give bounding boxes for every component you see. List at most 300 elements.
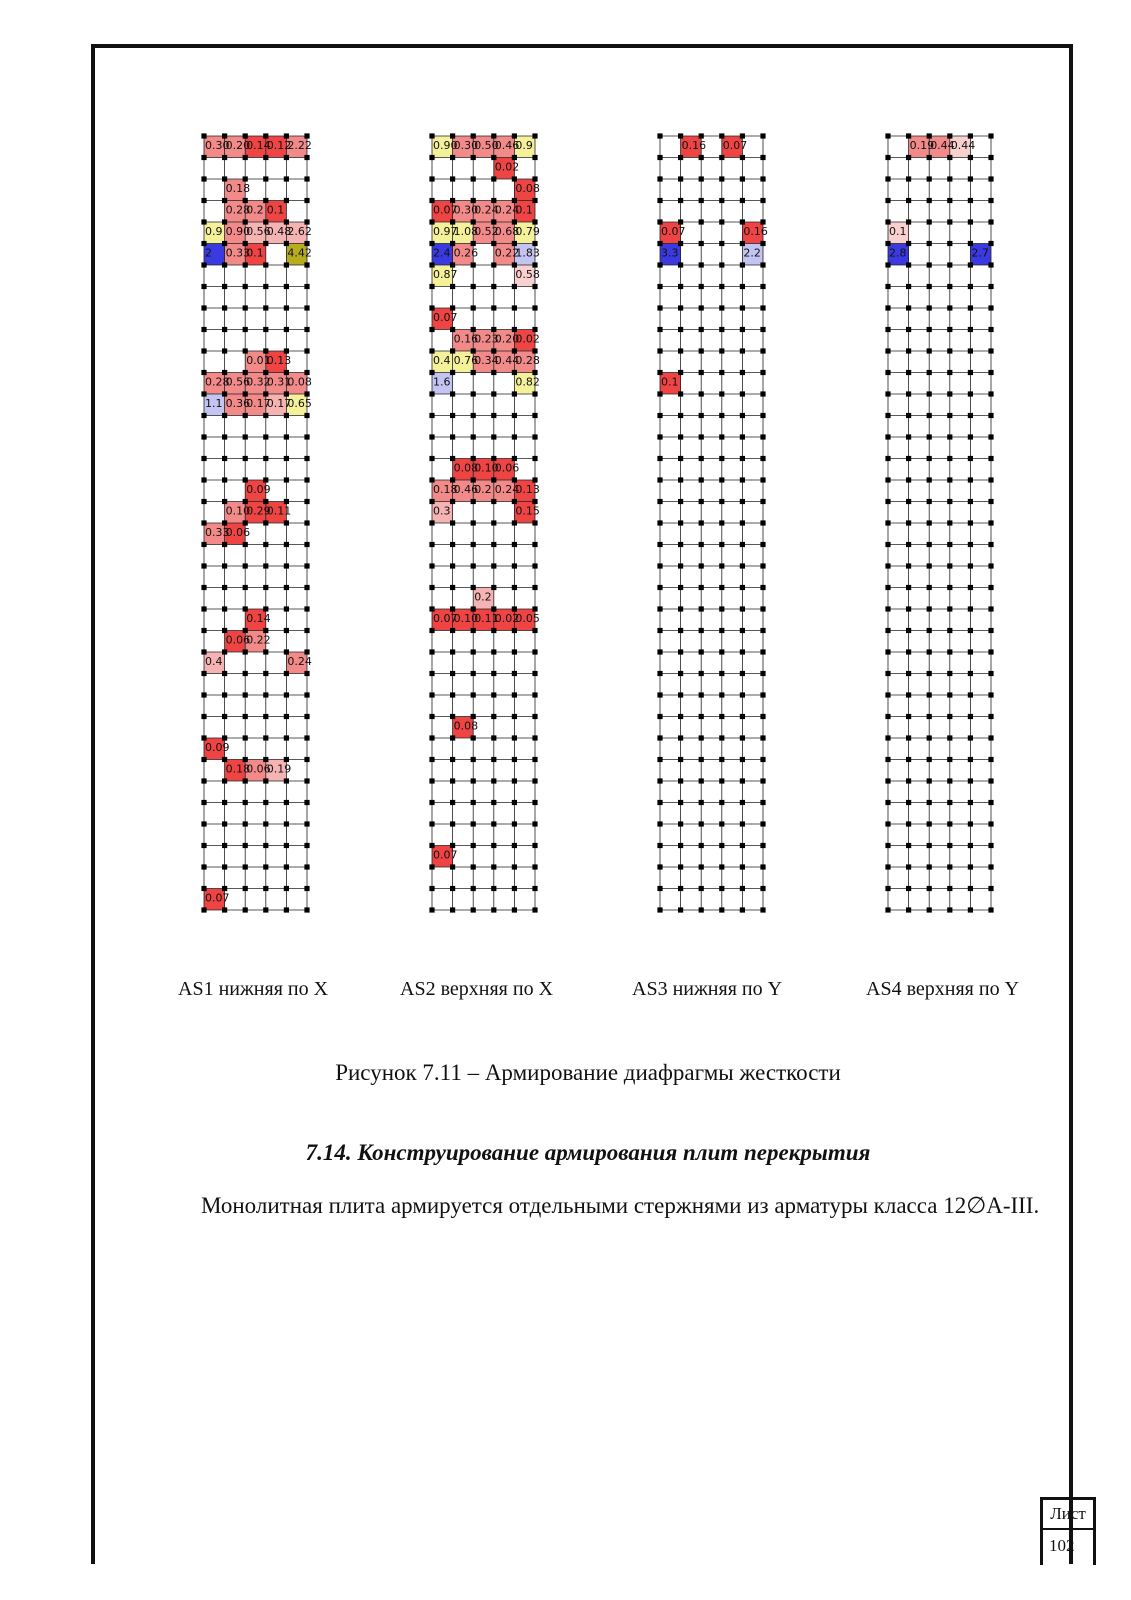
grid-node: [243, 327, 248, 332]
grid-node: [263, 155, 268, 160]
grid-node: [222, 327, 227, 332]
grid-node: [491, 542, 496, 547]
grid-node: [906, 305, 911, 310]
cell-value-label: 0.13: [266, 354, 292, 367]
grid-node: [532, 305, 537, 310]
grid-node: [222, 198, 227, 203]
grid-node: [740, 155, 745, 160]
grid-node: [450, 628, 455, 633]
grid-node: [243, 520, 248, 525]
grid-node: [491, 241, 496, 246]
grid-node: [906, 434, 911, 439]
cell-value-label: 0.1: [266, 203, 285, 217]
grid-node: [927, 219, 932, 224]
grid-node: [491, 606, 496, 611]
grid-node: [532, 864, 537, 869]
grid-node: [512, 176, 517, 181]
grid-node: [657, 262, 662, 267]
grid-node: [263, 348, 268, 353]
grid-node: [927, 176, 932, 181]
grid-node: [719, 671, 724, 676]
grid-node: [927, 628, 932, 633]
grid-node: [284, 542, 289, 547]
grid-node: [657, 413, 662, 418]
grid-node: [968, 735, 973, 740]
grid-node: [968, 219, 973, 224]
grid-node: [243, 907, 248, 912]
diagram-as2: [428, 128, 540, 928]
grid-node: [968, 542, 973, 547]
grid-node: [471, 155, 476, 160]
grid-node: [304, 714, 309, 719]
grid-node: [243, 370, 248, 375]
grid-node: [222, 284, 227, 289]
grid-node: [284, 198, 289, 203]
grid-node: [263, 864, 268, 869]
cell-value-label: 0.65: [287, 397, 312, 410]
grid-node: [968, 800, 973, 805]
grid-node: [657, 219, 662, 224]
grid-node: [760, 327, 765, 332]
cell-value-label: 2.4: [433, 246, 451, 260]
grid-node: [906, 241, 911, 246]
grid-node: [947, 499, 952, 504]
grid-node: [927, 671, 932, 676]
grid-node: [947, 864, 952, 869]
grid-node: [699, 563, 704, 568]
grid-node: [657, 241, 662, 246]
grid-node: [429, 348, 434, 353]
grid-node: [657, 305, 662, 310]
grid-node: [304, 370, 309, 375]
cell-value-label: 0.14: [246, 612, 271, 625]
cell-value-label: 0.22: [246, 633, 271, 647]
grid-node: [512, 370, 517, 375]
cell-value-label: 0.33: [225, 246, 251, 260]
grid-node: [201, 284, 206, 289]
cell-value-label: 0.07: [433, 311, 458, 324]
cell-value-label: 0.07: [433, 203, 458, 217]
grid-node: [532, 499, 537, 504]
reinforcement-grid: [200, 128, 312, 928]
grid-node: [491, 563, 496, 568]
grid-node: [740, 585, 745, 590]
grid-node: [968, 155, 973, 160]
grid-node: [284, 671, 289, 676]
cell-value-label: 0.32: [246, 375, 271, 389]
grid-node: [243, 241, 248, 246]
grid-node: [512, 864, 517, 869]
grid-node: [450, 155, 455, 160]
grid-node: [927, 821, 932, 826]
cell-value-label: 0.82: [515, 375, 540, 389]
grid-node: [947, 155, 952, 160]
grid-node: [243, 434, 248, 439]
grid-node: [532, 477, 537, 482]
grid-node: [968, 821, 973, 826]
grid-node: [988, 907, 993, 912]
grid-node: [304, 757, 309, 762]
grid-node: [719, 585, 724, 590]
cell-value-label: 0.09: [246, 483, 271, 496]
cell-value-label: 0.52: [474, 225, 499, 238]
grid-node: [968, 133, 973, 138]
grid-node: [968, 907, 973, 912]
grid-node: [885, 843, 890, 848]
grid-node: [760, 155, 765, 160]
cell-value-label: 0.33: [205, 526, 230, 539]
cell-value-label: 0.56: [246, 225, 271, 238]
grid-node: [885, 735, 890, 740]
grid-node: [927, 241, 932, 246]
grid-node: [988, 864, 993, 869]
grid-node: [243, 714, 248, 719]
grid-node: [988, 434, 993, 439]
grid-node: [968, 176, 973, 181]
grid-node: [740, 821, 745, 826]
grid-node: [678, 456, 683, 461]
grid-node: [304, 821, 309, 826]
cell-value-label: 2.62: [287, 225, 312, 238]
grid-node: [885, 628, 890, 633]
grid-node: [947, 133, 952, 138]
grid-node: [491, 176, 496, 181]
grid-node: [263, 778, 268, 783]
grid-node: [760, 800, 765, 805]
grid-node: [222, 434, 227, 439]
grid-node: [491, 219, 496, 224]
grid-node: [429, 649, 434, 654]
grid-node: [471, 692, 476, 697]
grid-node: [760, 456, 765, 461]
grid-node: [885, 585, 890, 590]
grid-node: [719, 778, 724, 783]
grid-node: [491, 305, 496, 310]
grid-node: [304, 671, 309, 676]
grid-node: [512, 499, 517, 504]
grid-node: [532, 284, 537, 289]
grid-node: [263, 735, 268, 740]
grid-node: [740, 907, 745, 912]
grid-node: [471, 542, 476, 547]
grid-node: [699, 477, 704, 482]
reinforcement-grid: [428, 128, 540, 928]
grid-node: [222, 714, 227, 719]
grid-node: [927, 606, 932, 611]
grid-node: [222, 176, 227, 181]
grid-node: [760, 176, 765, 181]
grid-node: [740, 477, 745, 482]
grid-node: [760, 907, 765, 912]
grid-node: [263, 499, 268, 504]
grid-node: [678, 843, 683, 848]
cell-value-label: 0.29: [246, 504, 271, 518]
cell-value-label: 0.46: [494, 139, 520, 152]
grid-node: [906, 456, 911, 461]
section-heading: 7.14. Конструирование армирования плит перекрытия: [305, 1140, 871, 1165]
grid-node: [947, 434, 952, 439]
grid-node: [968, 456, 973, 461]
grid-node: [222, 671, 227, 676]
grid-node: [512, 563, 517, 568]
grid-node: [304, 542, 309, 547]
grid-node: [491, 327, 496, 332]
grid-node: [304, 907, 309, 912]
grid-node: [699, 370, 704, 375]
grid-node: [760, 219, 765, 224]
grid-node: [512, 262, 517, 267]
grid-node: [678, 155, 683, 160]
grid-node: [968, 563, 973, 568]
grid-node: [947, 176, 952, 181]
grid-node: [201, 606, 206, 611]
grid-node: [201, 176, 206, 181]
cell-value-label: 2.22: [287, 139, 312, 152]
grid-node: [760, 692, 765, 697]
cell-value-label: 0.34: [474, 354, 499, 367]
grid-node: [222, 520, 227, 525]
grid-node: [284, 305, 289, 310]
grid-node: [988, 370, 993, 375]
grid-node: [968, 262, 973, 267]
grid-node: [512, 305, 517, 310]
grid-node: [284, 391, 289, 396]
cell-value-label: 0.9: [205, 225, 223, 238]
grid-node: [988, 886, 993, 891]
grid-node: [491, 370, 496, 375]
cell-value-label: 0.15: [515, 504, 540, 518]
grid-node: [968, 843, 973, 848]
cell-value-label: 0.20: [225, 139, 251, 152]
grid-node: [760, 585, 765, 590]
grid-node: [304, 391, 309, 396]
grid-node: [699, 800, 704, 805]
grid-node: [284, 843, 289, 848]
grid-node: [471, 434, 476, 439]
grid-node: [947, 391, 952, 396]
grid-node: [263, 692, 268, 697]
grid-node: [491, 155, 496, 160]
cell-value-label: 0.28: [205, 375, 230, 389]
grid-node: [947, 262, 952, 267]
grid-node: [450, 305, 455, 310]
grid-node: [719, 477, 724, 482]
grid-node: [471, 348, 476, 353]
cell-value-label: 0.97: [433, 225, 458, 238]
grid-node: [885, 370, 890, 375]
grid-node: [201, 864, 206, 869]
grid-node: [906, 499, 911, 504]
grid-node: [201, 198, 206, 203]
grid-node: [947, 585, 952, 590]
grid-node: [512, 843, 517, 848]
grid-node: [719, 907, 724, 912]
grid-node: [471, 176, 476, 181]
grid-node: [947, 843, 952, 848]
grid-node: [201, 843, 206, 848]
grid-node: [906, 585, 911, 590]
grid-node: [201, 219, 206, 224]
grid-node: [906, 176, 911, 181]
grid-node: [491, 348, 496, 353]
cell-value-label: 0.30: [205, 139, 230, 152]
grid-node: [450, 886, 455, 891]
grid-node: [450, 133, 455, 138]
grid-node: [243, 155, 248, 160]
grid-node: [906, 735, 911, 740]
grid-node: [678, 821, 683, 826]
grid-node: [927, 563, 932, 568]
grid-node: [429, 907, 434, 912]
grid-node: [699, 219, 704, 224]
grid-node: [678, 800, 683, 805]
grid-node: [988, 585, 993, 590]
grid-node: [719, 348, 724, 353]
grid-node: [532, 671, 537, 676]
grid-node: [719, 649, 724, 654]
grid-node: [740, 241, 745, 246]
grid-node: [471, 413, 476, 418]
cell-value-label: 0.56: [225, 375, 251, 389]
grid-node: [450, 477, 455, 482]
grid-node: [263, 907, 268, 912]
grid-node: [947, 671, 952, 676]
grid-node: [263, 198, 268, 203]
grid-node: [284, 219, 289, 224]
grid-node: [719, 391, 724, 396]
grid-node: [906, 628, 911, 633]
grid-node: [885, 757, 890, 762]
grid-node: [263, 176, 268, 181]
grid-node: [201, 413, 206, 418]
grid-node: [988, 176, 993, 181]
grid-node: [968, 198, 973, 203]
grid-node: [450, 434, 455, 439]
grid-node: [947, 198, 952, 203]
grid-node: [906, 800, 911, 805]
cell-value-label: 0.02: [494, 612, 520, 625]
grid-node: [512, 477, 517, 482]
grid-node: [284, 370, 289, 375]
grid-node: [201, 434, 206, 439]
diagram-label-as1: AS1 нижняя по X: [178, 978, 329, 1000]
diagram-as3: [656, 128, 768, 928]
grid-node: [906, 563, 911, 568]
grid-node: [740, 563, 745, 568]
grid-node: [927, 735, 932, 740]
grid-node: [201, 628, 206, 633]
grid-node: [927, 843, 932, 848]
grid-node: [885, 714, 890, 719]
grid-node: [429, 370, 434, 375]
grid-node: [512, 155, 517, 160]
grid-node: [699, 155, 704, 160]
grid-node: [885, 219, 890, 224]
grid-node: [740, 305, 745, 310]
grid-node: [429, 800, 434, 805]
grid-node: [760, 241, 765, 246]
grid-node: [906, 133, 911, 138]
grid-node: [222, 391, 227, 396]
grid-node: [512, 413, 517, 418]
grid-node: [657, 692, 662, 697]
grid-node: [471, 241, 476, 246]
grid-node: [512, 778, 517, 783]
grid-node: [512, 800, 517, 805]
grid-node: [201, 778, 206, 783]
grid-node: [657, 155, 662, 160]
grid-node: [222, 757, 227, 762]
grid-node: [699, 542, 704, 547]
grid-node: [201, 800, 206, 805]
grid-node: [657, 434, 662, 439]
cell-value-label: 0.44: [930, 139, 955, 152]
grid-node: [471, 477, 476, 482]
grid-node: [512, 542, 517, 547]
cell-value-label: 0.44: [950, 139, 976, 152]
grid-node: [947, 327, 952, 332]
grid-node: [678, 520, 683, 525]
grid-node: [760, 714, 765, 719]
grid-node: [719, 628, 724, 633]
grid-node: [491, 671, 496, 676]
grid-node: [885, 456, 890, 461]
grid-node: [284, 413, 289, 418]
grid-node: [885, 327, 890, 332]
cell-value-label: 0.09: [205, 741, 230, 754]
grid-node: [988, 327, 993, 332]
grid-node: [719, 176, 724, 181]
grid-node: [927, 155, 932, 160]
grid-node: [471, 563, 476, 568]
grid-node: [760, 864, 765, 869]
grid-node: [699, 843, 704, 848]
grid-node: [968, 886, 973, 891]
grid-node: [657, 886, 662, 891]
cell-value-label: 0.07: [722, 139, 748, 152]
grid-node: [699, 735, 704, 740]
grid-node: [201, 391, 206, 396]
grid-node: [532, 520, 537, 525]
grid-node: [201, 692, 206, 697]
grid-node: [906, 520, 911, 525]
grid-node: [304, 133, 309, 138]
grid-node: [471, 821, 476, 826]
grid-node: [222, 778, 227, 783]
grid-node: [885, 649, 890, 654]
grid-node: [450, 821, 455, 826]
grid-node: [906, 477, 911, 482]
grid-node: [471, 886, 476, 891]
grid-node: [740, 671, 745, 676]
grid-node: [719, 262, 724, 267]
grid-node: [471, 907, 476, 912]
grid-node: [512, 434, 517, 439]
grid-node: [243, 649, 248, 654]
grid-node: [760, 262, 765, 267]
grid-node: [678, 133, 683, 138]
grid-node: [657, 821, 662, 826]
grid-node: [471, 606, 476, 611]
grid-node: [988, 155, 993, 160]
grid-node: [719, 843, 724, 848]
grid-node: [740, 284, 745, 289]
grid-node: [429, 628, 434, 633]
cell-value-label: 1.1: [205, 397, 223, 410]
grid-node: [906, 391, 911, 396]
cell-value-label: 0.24: [287, 655, 312, 668]
grid-node: [947, 241, 952, 246]
